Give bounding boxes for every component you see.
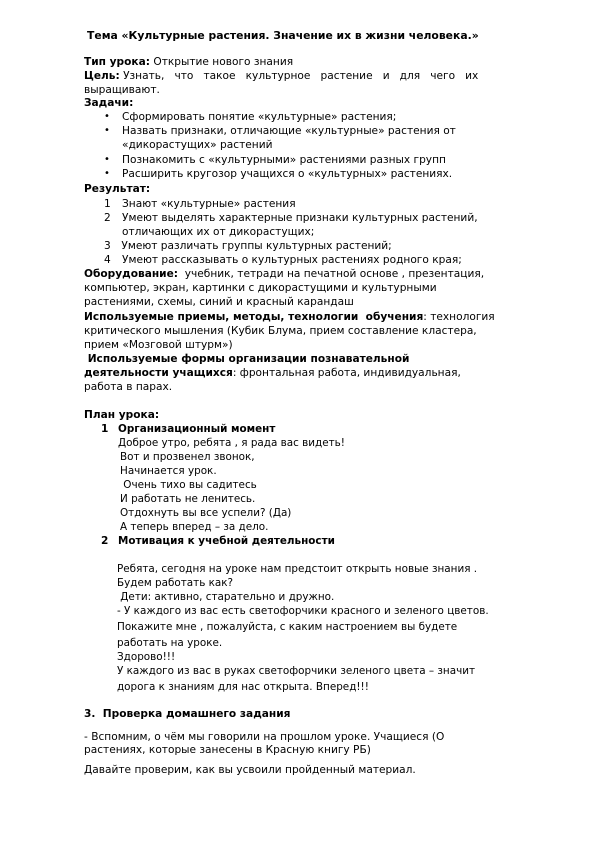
poem-line: Отдохнуть вы все успели? (Да) [120,507,292,519]
homework-line: - Вспомним, о чём мы говорили на прошлом уроке. Учащиеся (О [84,731,445,743]
result-number: 2 [104,212,111,224]
section-number: 2 [101,535,109,547]
lesson-type [84,56,293,68]
lesson-type-text: Открытие нового знания [150,56,294,68]
bullet-icon: • [104,111,110,122]
homework-line: растениях, которые занесены в Красную книгу РБ) [84,744,371,756]
forms-line-2: : фронтальная работа, индивидуальная, [232,367,461,379]
poem-line: Очень тихо вы садитесь [120,479,257,491]
forms [84,367,461,379]
result-item: Знают «культурные» растения [122,198,296,210]
poem-line: А теперь вперед – за дело. [120,521,269,533]
section-heading-motivation: Мотивация к учебной деятельности [118,535,335,547]
equipment-line-2: компьютер, экран, картинки с дикорастущими и культурными [84,282,437,294]
methods [84,311,495,323]
lesson-title: Тема «Культурные растения. Значение их в жизни человека.» [87,29,479,42]
methods-line-3: прием «Мозговой штурм») [84,339,233,351]
result-number: 4 [104,254,111,266]
equipment-line-3: растениями, схемы, синий и красный карандаш [84,296,354,308]
task-item: Назвать признаки, отличающие «культурные» растения от [122,125,456,137]
motivation-line: Покажите мне , пожалуйста, с каким настроением вы будете [117,621,458,633]
bullet-icon: • [104,154,110,165]
goal-line-2: выращивают. [84,84,160,96]
motivation-line: Будем работать как? [117,577,234,589]
plan-heading: План урока: [84,409,160,421]
task-item-continuation: «дикорастущих» растений [122,139,273,151]
equipment [84,268,484,280]
bullet-icon: • [104,168,110,179]
result-heading: Результат: [84,183,151,195]
homework-line: Давайте проверим, как вы усвоили пройденный материал. [84,764,416,776]
methods-line-1: : технология [423,311,495,323]
tasks-heading: Задачи: [84,97,134,109]
lesson-type-label: Тип урока: [84,56,150,68]
motivation-line: У каждого из вас в руках светофорчики зеленого цвета – значит [117,665,476,677]
motivation-line: дорога к знаниям для нас открыта. Вперед!!! [117,681,369,693]
equipment-line-1: учебник, тетради на печатной основе , презентация, [178,268,485,280]
forms-label-1: Используемые формы организации познавательной [84,353,410,365]
methods-line-2: критического мышления (Кубик Блума, прием составление кластера, [84,325,477,337]
equipment-label: Оборудование: [84,268,179,280]
result-item: Умеют различать группы культурных растений; [118,240,392,252]
result-item-continuation: отличающих их от дикорастущих; [122,226,315,238]
goal-line-1: Узнать, что такое культурное растение и для чего их [119,70,479,82]
forms-label-2: деятельности учащихся [84,367,233,379]
section-heading-homework: 3. Проверка домашнего задания [84,708,291,720]
task-item: Расширить кругозор учащихся о «культурных» растениях. [122,168,453,180]
poem-line: И работать не ленитесь. [120,493,256,505]
section-heading-org: Организационный момент [118,423,276,435]
result-number: 3 [104,240,111,252]
result-item: Умеют рассказывать о культурных растениях родного края; [122,254,462,266]
poem-line: Начинается урок. [120,465,217,477]
motivation-line: Здорово!!! [117,651,176,663]
motivation-line: Дети: активно, старательно и дружно. [117,591,335,603]
task-item: Познакомить с «культурными» растениями разных групп [122,154,446,166]
motivation-line: работать на уроке. [117,637,223,649]
lesson-goal [84,70,552,82]
poem-line: Доброе утро, ребята , я рада вас видеть! [118,437,345,449]
task-item: Сформировать понятие «культурные» растения; [122,111,397,123]
methods-label: Используемые приемы, методы, технологии обучения [84,311,424,323]
poem-line: Вот и прозвенел звонок, [120,451,255,463]
motivation-line: Ребята, сегодня на уроке нам предстоит открыть новые знания . [117,563,478,575]
forms-line-3: работа в парах. [84,381,173,393]
goal-label: Цель: [84,70,120,82]
motivation-line: - У каждого из вас есть светофорчики красного и зеленого цветов. [117,605,489,617]
result-item: Умеют выделять характерные признаки культурных растений, [122,212,478,224]
section-number: 1 [101,423,109,435]
bullet-icon: • [104,125,110,136]
result-number: 1 [104,198,111,210]
